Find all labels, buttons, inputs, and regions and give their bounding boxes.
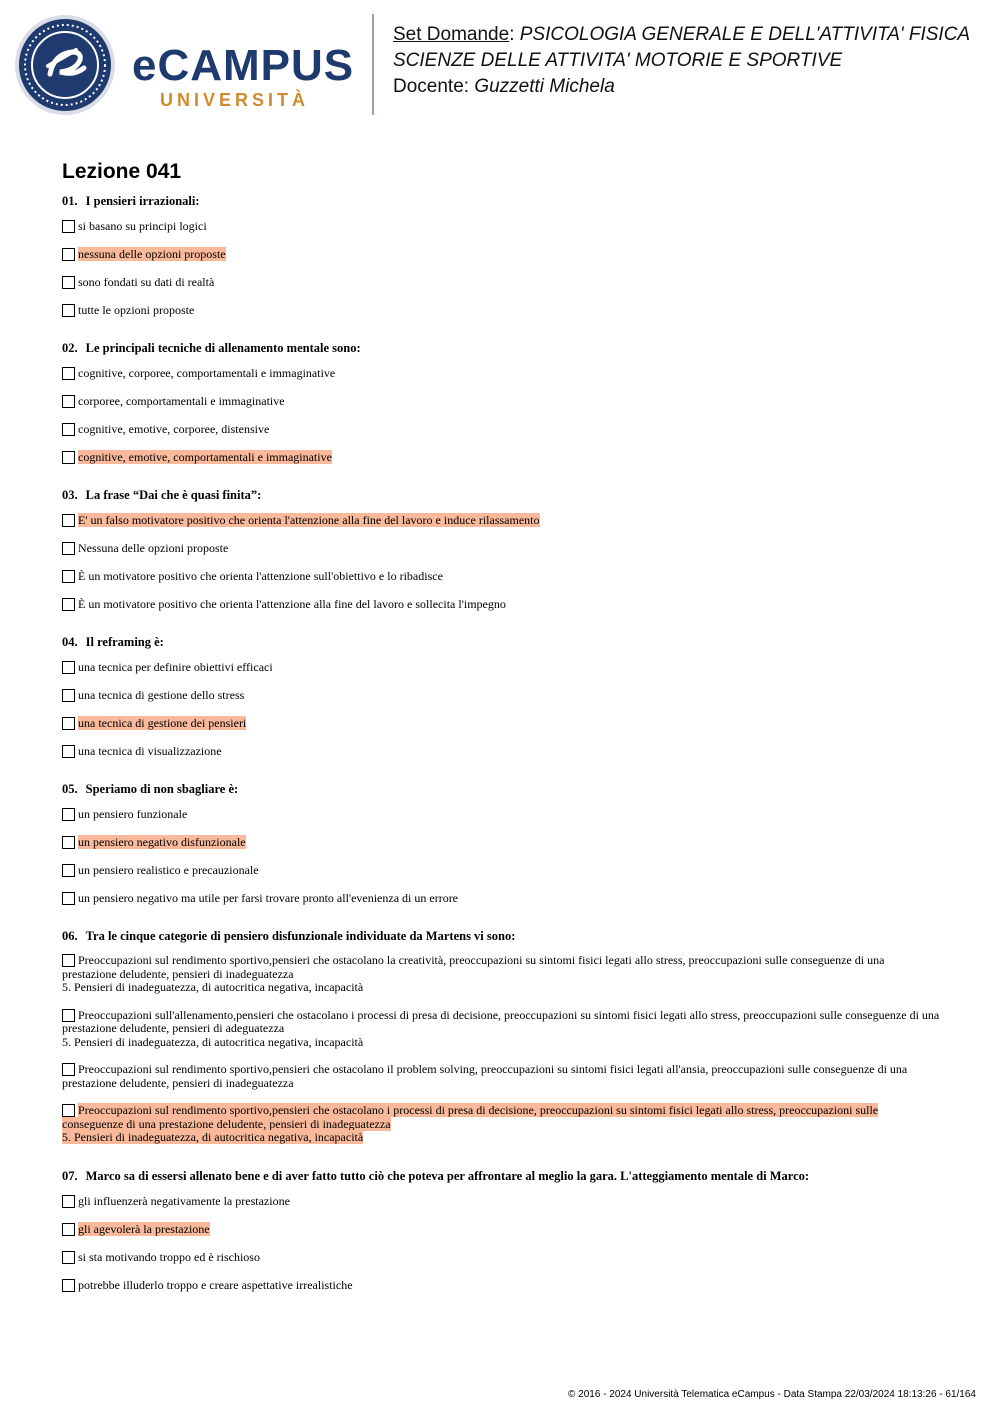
answer-option[interactable]: [62, 1194, 942, 1208]
question-block: [62, 782, 942, 905]
question-number: 03.: [62, 488, 78, 502]
answer-text: È un motivatore positivo che orienta l'attenzione sull'obiettivo e lo ribadisce: [78, 569, 443, 583]
answer-text-correct: Preoccupazioni sul rendimento sportivo,pensieri che ostacolano i processi di presa di decisione, preoccupazioni su sintomi fisici legati allo stress, preoccupazioni sulle conseguenze di una prestazione deludente, pensieri di inadeguatezza 5. Pensieri di inadeguatezza, di autocritica negativa, incapacità: [62, 1103, 879, 1144]
checkbox-icon[interactable]: [62, 367, 75, 380]
answer-text-correct: una tecnica di gestione dei pensieri: [78, 716, 247, 730]
answer-text-correct: nessuna delle opzioni proposte: [78, 247, 226, 261]
answer-option[interactable]: [62, 303, 942, 317]
question-block: [62, 194, 942, 317]
checkbox-icon[interactable]: [62, 1195, 75, 1208]
checkbox-icon[interactable]: [62, 570, 75, 583]
checkbox-icon[interactable]: [62, 542, 75, 555]
answer-option[interactable]: [62, 247, 942, 261]
answer-option[interactable]: [62, 807, 942, 821]
question-text: Speriamo di non sbagliare è:: [85, 782, 239, 796]
answer-text: gli influenzerà negativamente la prestazione: [78, 1193, 290, 1208]
ecampus-logo-icon: [14, 14, 116, 116]
answer-option[interactable]: [62, 513, 942, 527]
question-number: 05.: [62, 782, 78, 796]
checkbox-icon[interactable]: [62, 514, 75, 527]
question-text: Tra le cinque categorie di pensiero disfunzionale individuate da Martens vi sono:: [85, 929, 516, 943]
answer-text: un pensiero realistico e precauzionale: [78, 863, 259, 877]
answer-text: si sta motivando troppo ed è rischioso: [78, 1249, 260, 1264]
answer-text-correct: E' un falso motivatore positivo che orienta l'attenzione alla fine del lavoro e induce rilassamento: [78, 513, 540, 527]
checkbox-icon[interactable]: [62, 892, 75, 905]
answer-option[interactable]: [62, 569, 942, 583]
question-text: Marco sa di essersi allenato bene e di aver fatto tutto ciò che poteva per affrontare al meglio la gara. L'atteggiamento mentale di Marco:: [85, 1168, 810, 1183]
ecampus-logo: [132, 41, 355, 110]
question-block: [62, 635, 942, 758]
checkbox-icon[interactable]: [62, 276, 75, 289]
answer-option[interactable]: [62, 450, 942, 464]
answer-option[interactable]: [62, 366, 942, 380]
checkbox-icon[interactable]: [62, 689, 75, 702]
answer-text: un pensiero negativo ma utile per farsi trovare pronto all'evenienza di un errore: [78, 891, 459, 905]
checkbox-icon[interactable]: [62, 864, 75, 877]
course-title-1: PSICOLOGIA GENERALE E DELL'ATTIVITA' FISICA: [519, 24, 971, 45]
header-divider: [372, 14, 374, 115]
answer-text: potrebbe illuderlo troppo e creare aspettative irrealistiche: [78, 1277, 353, 1292]
answer-text: cognitive, emotive, corporee, distensive: [78, 422, 270, 436]
answer-text: Preoccupazioni sul rendimento sportivo,pensieri che ostacolano la creatività, preoccupazioni su sintomi fisici legati allo stress, preoccupazioni sulle conseguenze di una prestazione deludente, pensieri di inadeguatezza 5. Pensieri di inadeguatezza, di autocritica negativa, incapacità: [62, 953, 885, 994]
answer-text: una tecnica di visualizzazione: [78, 744, 222, 758]
checkbox-icon[interactable]: [62, 717, 75, 730]
answer-option[interactable]: [62, 891, 942, 905]
answer-text-correct: gli agevolerà la prestazione: [78, 1221, 210, 1236]
answer-option[interactable]: [62, 541, 942, 555]
question-block: [62, 488, 942, 611]
page-header: [0, 0, 1000, 130]
checkbox-icon[interactable]: [62, 1279, 75, 1292]
question-text: Il reframing è:: [85, 635, 164, 649]
question-text: La frase “Dai che è quasi finita”:: [85, 488, 262, 502]
answer-option[interactable]: [62, 394, 942, 408]
question-title: [62, 635, 942, 650]
answer-option[interactable]: [62, 219, 942, 233]
answer-option[interactable]: [62, 1104, 942, 1145]
answer-text: È un motivatore positivo che orienta l'attenzione alla fine del lavoro e sollecita l'impegno: [78, 597, 506, 611]
answer-option[interactable]: [62, 716, 942, 730]
question-text: I pensieri irrazionali:: [85, 194, 200, 208]
checkbox-icon[interactable]: [62, 423, 75, 436]
checkbox-icon[interactable]: [62, 745, 75, 758]
answer-text: cognitive, corporee, comportamentali e immaginative: [78, 366, 336, 380]
answer-text: corporee, comportamentali e immaginative: [78, 394, 285, 408]
set-label: Set Domande: [393, 24, 510, 45]
answer-text: sono fondati su dati di realtà: [78, 275, 215, 289]
question-title: [62, 341, 942, 356]
answer-option[interactable]: [62, 835, 942, 849]
answer-text-correct: cognitive, emotive, comportamentali e immaginative: [78, 450, 332, 464]
checkbox-icon[interactable]: [62, 451, 75, 464]
checkbox-icon[interactable]: [62, 598, 75, 611]
question-title: [62, 488, 942, 503]
question-number: 07.: [62, 1168, 78, 1183]
checkbox-icon[interactable]: [62, 248, 75, 261]
answer-text: tutte le opzioni proposte: [78, 303, 195, 317]
checkbox-icon[interactable]: [62, 661, 75, 674]
answer-option[interactable]: [62, 422, 942, 436]
checkbox-icon[interactable]: [62, 304, 75, 317]
question-text: Le principali tecniche di allenamento mentale sono:: [85, 341, 361, 355]
answer-option[interactable]: [62, 660, 942, 674]
question-title: [62, 782, 942, 797]
answer-option[interactable]: [62, 597, 942, 611]
answer-text: una tecnica per definire obiettivi efficaci: [78, 660, 273, 674]
answer-option[interactable]: [62, 1009, 942, 1050]
question-list: [62, 194, 942, 1292]
answer-text: una tecnica di gestione dello stress: [78, 688, 245, 702]
question-number: 01.: [62, 194, 78, 208]
checkbox-icon[interactable]: [62, 1063, 75, 1076]
checkbox-icon[interactable]: [62, 1104, 75, 1117]
question-title: [62, 929, 942, 944]
question-number: 06.: [62, 929, 78, 943]
answer-text: Preoccupazioni sul rendimento sportivo,pensieri che ostacolano il problem solving, preoccupazioni su sintomi fisici legati all'ansia, preoccupazioni sulle conseguenze di una prestazione deludente, pensieri di inadeguatezza: [62, 1062, 908, 1090]
question-block: [62, 341, 942, 464]
answer-text: Nessuna delle opzioni proposte: [78, 541, 229, 555]
teacher-label: Docente:: [393, 76, 470, 97]
answer-text-correct: un pensiero negativo disfunzionale: [78, 835, 246, 849]
answer-text: un pensiero funzionale: [78, 807, 188, 821]
logo-word: eCAMPUS: [132, 41, 355, 90]
answer-option[interactable]: [62, 1063, 942, 1090]
checkbox-icon[interactable]: [62, 1251, 75, 1264]
checkbox-icon[interactable]: [62, 808, 75, 821]
teacher-name: Guzzetti Michela: [474, 76, 615, 97]
page-footer: © 2016 - 2024 Università Telematica eCampus - Data Stampa 22/03/2024 18:13:26 - 61/164: [568, 1389, 976, 1400]
question-block: [62, 1169, 942, 1292]
course-title-2: SCIENZE DELLE ATTIVITA' MOTORIE E SPORTIVE: [393, 50, 843, 71]
question-title: [62, 1169, 942, 1184]
checkbox-icon[interactable]: [62, 836, 75, 849]
answer-option[interactable]: [62, 688, 942, 702]
answer-text: si basano su principi logici: [78, 219, 207, 233]
checkbox-icon[interactable]: [62, 1009, 75, 1022]
question-number: 02.: [62, 341, 78, 355]
logo-sub: UNIVERSITÀ: [160, 90, 310, 110]
header-info: Set Domande: PSICOLOGIA GENERALE E DELL'ATTIVITA' FISICA SCIENZE DELLE ATTIVITA' MOTORIE E SPORTIVE Docente: Guzzetti Michela: [393, 24, 971, 97]
question-block: [62, 929, 942, 1145]
answer-option[interactable]: [62, 863, 942, 877]
answer-option[interactable]: [62, 1278, 942, 1292]
answer-option[interactable]: [62, 1250, 942, 1264]
checkbox-icon[interactable]: [62, 220, 75, 233]
lesson-title: Lezione 041: [62, 160, 182, 183]
question-number: 04.: [62, 635, 78, 649]
question-title: [62, 194, 942, 209]
answer-option[interactable]: [62, 954, 942, 995]
checkbox-icon[interactable]: [62, 1223, 75, 1236]
answer-option[interactable]: [62, 1222, 942, 1236]
answer-option[interactable]: [62, 744, 942, 758]
answer-text: Preoccupazioni sull'allenamento,pensieri che ostacolano i processi di presa di decisione, preoccupazioni su sintomi fisici legati allo stress, preoccupazioni sulle conseguenze di una prestazione deludente, pensieri di adeguatezza 5. Pensieri di inadeguatezza, di autocritica negativa, incapacità: [62, 1007, 940, 1049]
checkbox-icon[interactable]: [62, 954, 75, 967]
answer-option[interactable]: [62, 275, 942, 289]
checkbox-icon[interactable]: [62, 395, 75, 408]
lesson-content: [62, 160, 942, 1316]
